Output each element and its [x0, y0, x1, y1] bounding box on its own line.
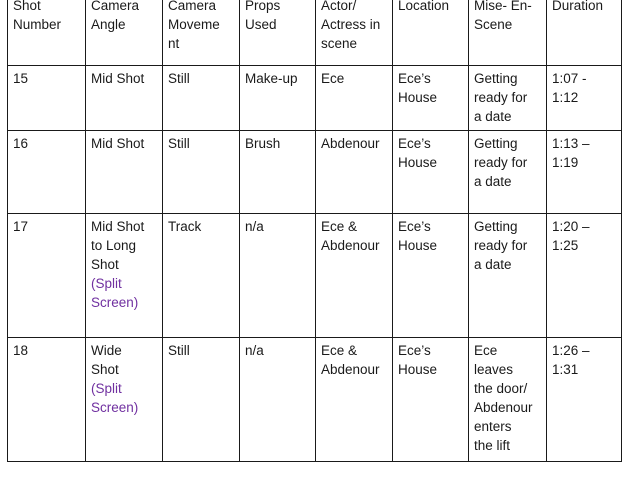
- cell-location: [393, 131, 469, 214]
- cell-props-used: [240, 214, 316, 338]
- cell-duration: [547, 214, 622, 338]
- cell-text: a date: [474, 109, 512, 124]
- cell-shot-number: [8, 66, 86, 131]
- header-text: Mise- En-: [474, 0, 532, 13]
- header-text: Scene: [474, 17, 513, 32]
- header-actor: [316, 0, 393, 66]
- split-screen-note: Screen): [91, 400, 139, 415]
- cell-camera-angle: [86, 214, 163, 338]
- header-camera-angle: [86, 0, 163, 66]
- cell-actor: [316, 338, 393, 462]
- cell-text: 1:20 –: [552, 219, 590, 234]
- cell-text: Getting: [474, 136, 518, 151]
- cell-text: House: [398, 362, 438, 377]
- cell-duration: [547, 338, 622, 462]
- cell-text: Ece’s: [398, 71, 431, 86]
- header-text: nt: [168, 36, 180, 51]
- cell-mise-en-scene: [469, 66, 547, 131]
- cell-shot-number: [8, 131, 86, 214]
- cell-camera-movement: [163, 66, 240, 131]
- cell-text: Still: [168, 136, 190, 151]
- header-text: Actress in: [321, 17, 381, 32]
- cell-text: 1:31: [552, 362, 579, 377]
- cell-text: Ece’s: [398, 343, 431, 358]
- header-shot-number: [8, 0, 86, 66]
- header-text: scene: [321, 36, 358, 51]
- header-row: [8, 0, 622, 66]
- cell-text: House: [398, 155, 438, 170]
- cell-text: House: [398, 90, 438, 105]
- cell-text: leaves: [474, 362, 514, 377]
- cell-text: Ece’s: [398, 136, 431, 151]
- cell-actor: [316, 66, 393, 131]
- cell-text: Mid Shot: [91, 136, 145, 151]
- header-text: Angle: [91, 17, 126, 32]
- cell-text: 1:25: [552, 238, 579, 253]
- cell-shot-number: [8, 338, 86, 462]
- header-location: [393, 0, 469, 66]
- cell-text: a date: [474, 257, 512, 272]
- cell-text: Make-up: [245, 71, 298, 86]
- cell-text: Ece &: [321, 219, 358, 234]
- cell-text: Abdenour: [474, 400, 533, 415]
- table-row: [8, 338, 622, 462]
- cell-camera-angle: [86, 338, 163, 462]
- header-text: Moveme: [168, 17, 220, 32]
- cell-camera-movement: [163, 338, 240, 462]
- header-text: Duration: [552, 0, 604, 13]
- cell-mise-en-scene: [469, 338, 547, 462]
- cell-camera-movement: [163, 131, 240, 214]
- cell-text: n/a: [245, 219, 264, 234]
- cell-text: Mid Shot: [91, 219, 145, 234]
- cell-camera-angle: [86, 131, 163, 214]
- header-text: Shot: [13, 0, 41, 13]
- header-text: Actor/: [321, 0, 357, 13]
- header-text: Camera: [91, 0, 140, 13]
- cell-text: Brush: [245, 136, 281, 151]
- cell-text: Track: [168, 219, 202, 234]
- cell-text: 16: [13, 136, 29, 151]
- cell-mise-en-scene: [469, 131, 547, 214]
- cell-location: [393, 338, 469, 462]
- cell-text: Abdenour: [321, 136, 380, 151]
- split-screen-note: Screen): [91, 295, 139, 310]
- cell-text: Ece &: [321, 343, 358, 358]
- cell-text: a date: [474, 174, 512, 189]
- cell-props-used: [240, 338, 316, 462]
- cell-text: Still: [168, 71, 190, 86]
- header-props-used: [240, 0, 316, 66]
- cell-text: n/a: [245, 343, 264, 358]
- header-mise-en-scene: [469, 0, 547, 66]
- cell-text: 1:12: [552, 90, 579, 105]
- header-text: Used: [245, 17, 277, 32]
- split-screen-note: (Split: [91, 381, 122, 396]
- table-row: [8, 214, 622, 338]
- table-row: [8, 131, 622, 214]
- cell-camera-angle: [86, 66, 163, 131]
- split-screen-note: (Split: [91, 276, 122, 291]
- cell-text: Getting: [474, 219, 518, 234]
- cell-text: 18: [13, 343, 29, 358]
- cell-shot-number: [8, 214, 86, 338]
- cell-text: Mid Shot: [91, 71, 145, 86]
- cell-text: Ece: [474, 343, 498, 358]
- header-text: Props: [245, 0, 281, 13]
- cell-text: 1:26 –: [552, 343, 590, 358]
- cell-mise-en-scene: [469, 214, 547, 338]
- cell-text: 1:07 -: [552, 71, 587, 86]
- cell-text: the door/: [474, 381, 528, 396]
- cell-text: Abdenour: [321, 238, 380, 253]
- cell-text: 1:19: [552, 155, 579, 170]
- cell-location: [393, 66, 469, 131]
- header-text: Location: [398, 0, 450, 13]
- cell-text: 1:13 –: [552, 136, 590, 151]
- cell-text: enters: [474, 419, 512, 434]
- cell-text: to Long: [91, 238, 137, 253]
- header-text: Camera: [168, 0, 217, 13]
- cell-camera-movement: [163, 214, 240, 338]
- cell-text: 17: [13, 219, 29, 234]
- cell-actor: [316, 214, 393, 338]
- cell-text: ready for: [474, 238, 528, 253]
- cell-actor: [316, 131, 393, 214]
- cell-props-used: [240, 66, 316, 131]
- cell-text: ready for: [474, 155, 528, 170]
- cell-text: Ece’s: [398, 219, 431, 234]
- cell-text: 15: [13, 71, 29, 86]
- cell-text: Getting: [474, 71, 518, 86]
- cell-duration: [547, 131, 622, 214]
- cell-text: House: [398, 238, 438, 253]
- table-row: [8, 66, 622, 131]
- cell-location: [393, 214, 469, 338]
- cell-text: Shot: [91, 257, 119, 272]
- header-duration: [547, 0, 622, 66]
- header-camera-movement: [163, 0, 240, 66]
- cell-text: Abdenour: [321, 362, 380, 377]
- shot-list-table: [7, 0, 622, 462]
- cell-text: the lift: [474, 438, 511, 453]
- cell-props-used: [240, 131, 316, 214]
- header-text: Number: [13, 17, 62, 32]
- cell-text: Shot: [91, 362, 119, 377]
- cell-text: Still: [168, 343, 190, 358]
- cell-text: ready for: [474, 90, 528, 105]
- cell-text: Wide: [91, 343, 122, 358]
- cell-text: Ece: [321, 71, 345, 86]
- cell-duration: [547, 66, 622, 131]
